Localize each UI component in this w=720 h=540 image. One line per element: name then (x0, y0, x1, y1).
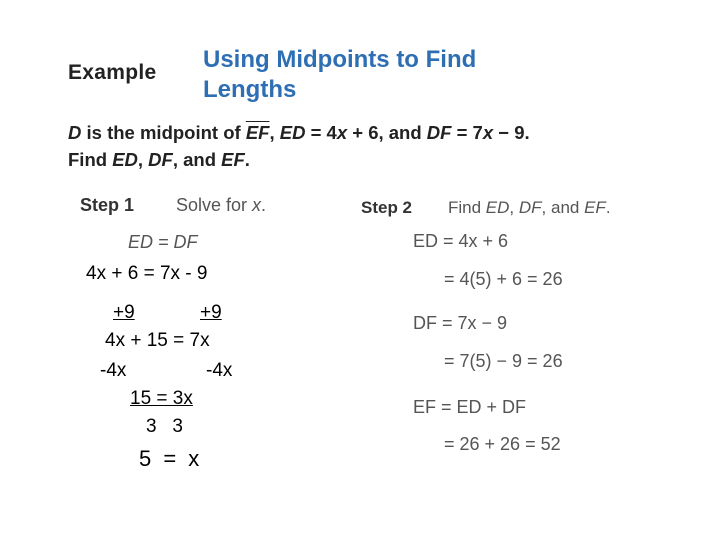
problem-find-end: . (244, 149, 250, 170)
problem-ed-var: x (336, 122, 348, 143)
step2-text (448, 198, 611, 218)
step2-end: . (605, 198, 611, 217)
problem-df-var: x (482, 122, 494, 143)
title-line-1: Using Midpoints to Find (203, 46, 477, 73)
work-line-2a: +9 (113, 302, 135, 323)
page-title (203, 45, 476, 105)
step1-text-suffix: . (261, 195, 267, 215)
problem-segment-ef: $\overline{EF}$ (245, 122, 270, 143)
work-line-1: 4x + 6 = 7x - 9 (86, 263, 208, 284)
step2-ed: ED (485, 198, 510, 217)
problem-find-and: , and (172, 149, 222, 170)
step1-text (176, 195, 266, 216)
step2-ef: EF (584, 198, 606, 217)
problem-statement (68, 119, 530, 173)
problem-ed: ED (279, 122, 306, 143)
problem-line-2 (68, 146, 530, 173)
step1-printed-equation (128, 232, 198, 253)
example-label: Example (68, 61, 157, 84)
step2-and: , and (541, 198, 585, 217)
work-line-4b: -4x (206, 360, 233, 381)
work-line-5: 15 = 3x (130, 388, 193, 409)
problem-line-1 (68, 119, 530, 146)
step2-line-1: ED = 4x + 6 (413, 231, 509, 251)
problem-df-expr: = 7 (451, 122, 483, 143)
step2-df: DF (518, 198, 542, 217)
problem-ed-tail: + 6, and (347, 122, 427, 143)
step2-line-5: EF = ED + DF (413, 397, 527, 417)
step1-label: Step 1 (80, 195, 135, 215)
title-line-2: Lengths (203, 76, 297, 103)
work-line-4a: -4x (100, 360, 127, 381)
step2-line-6: = 26 + 26 = 52 (444, 434, 561, 454)
step2-text-prefix: Find (448, 198, 486, 217)
step1-printed-eq-text: ED = DF (128, 232, 198, 252)
problem-text-midpoint: is the midpoint of (81, 122, 246, 143)
problem-d: D (68, 122, 82, 143)
problem-find-ef: EF (221, 149, 245, 170)
step2-line-3: DF = 7x − 9 (413, 313, 508, 333)
problem-df: DF (426, 122, 452, 143)
problem-find-sep: , (137, 149, 149, 170)
step2-line-2: = 4(5) + 6 = 26 (444, 269, 563, 289)
work-result: 5 = x (139, 446, 203, 471)
step2-sep: , (509, 198, 519, 217)
step2-line-4: = 7(5) − 9 = 26 (444, 351, 563, 371)
problem-ed-expr: = 4 (305, 122, 337, 143)
work-line-3: 4x + 15 = 7x (105, 330, 210, 351)
step2-label: Step 2 (361, 198, 413, 217)
work-line-6: 3 3 (146, 416, 183, 437)
problem-find: Find (68, 149, 113, 170)
step1-text-prefix: Solve for (176, 195, 253, 215)
problem-find-df: DF (148, 149, 173, 170)
problem-find-ed: ED (112, 149, 138, 170)
problem-sep: , (269, 122, 280, 143)
problem-df-tail: − 9. (493, 122, 530, 143)
step1-text-var: x (252, 195, 262, 215)
work-line-2b: +9 (200, 302, 222, 323)
